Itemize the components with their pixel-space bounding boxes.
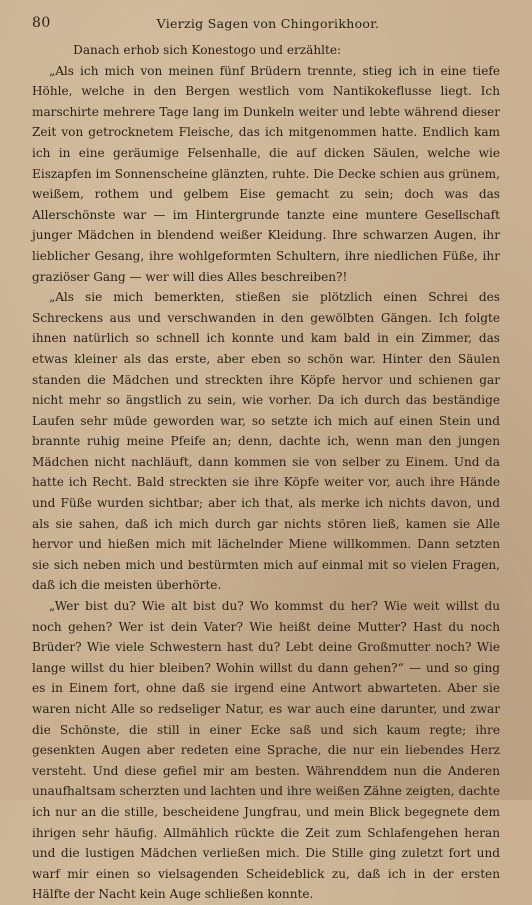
paragraph: „Wer bist du? Wie alt bist du? Wo kommst du her? Wie weit willst du noch gehen? Wer ist dein Vater? Wie heißt deine Mutter? Hast du noch Brüder? Wie viele Schwestern hast du? Lebt deine Großmutter noch? Wie lange willst du hier bleiben? Wohin willst du dann gehen?“ — und so ging es in Einem fort, ohne daß sie irgend eine Antwort abwarteten. Aber sie waren nicht Alle so redseliger Natur, es war auch eine darunter, und zwar die Schönste, die still in einer Ecke saß und sich kaum regte; ihre gesenkten Augen aber redeten eine Sprache, die nur ein liebendes Herz versteht. Und diese gefiel mir am besten. Währenddem nun die Anderen unaufhaltsam scherzten und lachten und ihre weißen Zähne zeigten, dachte ich nur an die stille, bescheidene Jungfrau, und mein Blick begegnete dem ihrigen sehr häufig. Allmählich rückte die Zeit zum Schlafengehen heran und die lustigen Mädchen verließen mich. Die Stille ging zuletzt fort und warf mir einen so vielsagenden Scheideblick zu, daß ich in der ersten Hälfte der Nacht kein Auge schließen konnte. xyxy=(32,599,500,902)
paragraph: „Als ich mich von meinen fünf Brüdern trennte, stieg ich in eine tiefe Höhle, welche in den Bergen westlich vom Nantikokeflusse liegt. Ich marschirte mehrere Tage lang im Dunkeln weiter und lebte während dieser Zeit von getrocknetem Fleische, das ich mitgenommen hatte. Endlich kam ich in eine geräumige Felsenhalle, die auf dicken Säulen, welche wie Eiszapfen im Sonnenscheine glänzten, ruhte. Die Decke schien aus grünem, weißem, rothem und gelbem Eise gemacht zu sein; doch was das Allerschönste war — im Hintergrunde tanzte eine muntere Gesellschaft junger Mädchen in blendend weißer Kleidung. Ihre schwarzen Augen, ihr lieblicher Gesang, ihre wohlgeformten Schultern, ihre niedlichen Füße, ihr graziöser Gang — wer will dies Alles beschreiben?! xyxy=(32,63,500,284)
paragraph-intro: Danach erhob sich Konestogo und erzählte: xyxy=(73,43,342,57)
running-title: Vierzig Sagen von Chingorikhoor. xyxy=(156,16,380,31)
paragraph: „Als sie mich bemerkten, stießen sie plötzlich einen Schrei des Schreckens aus und verschwanden in den gewölbten Gängen. Ich folgte ihnen natürlich so schnell ich konnte und kam bald in ein Zimmer, das etwas kleiner als das erste, aber eben so schön war. Hinter den Säulen standen die Mädchen und streckten ihre Köpfe hervor und schienen gar nicht mehr so ängstlich zu sein, wie vorher. Da ich durch das beständige Laufen sehr müde geworden war, so setzte ich mich auf einen Stein und brannte ruhig meine Pfeife an; denn, dachte ich, wenn man den jungen Mädchen nicht nachläuft, dann kommen sie von selber zu Einem. Und da hatte ich Recht. Bald streckten sie ihre Köpfe weiter vor, auch ihre Hände und Füße wurden sichtbar; aber ich that, als merke ich nichts davon, und als sie sahen, daß ich mich durch gar nichts stören ließ, kamen sie Alle hervor und hießen mich mit lächelnder Miene willkommen. Dann setzten sie sich neben mich und bestürmten mich auf einmal mit so vielen Fragen, daß ich die meisten überhörte. xyxy=(32,290,500,593)
page-number: 80 xyxy=(32,15,51,31)
running-head xyxy=(32,15,504,35)
body-text xyxy=(32,40,500,905)
